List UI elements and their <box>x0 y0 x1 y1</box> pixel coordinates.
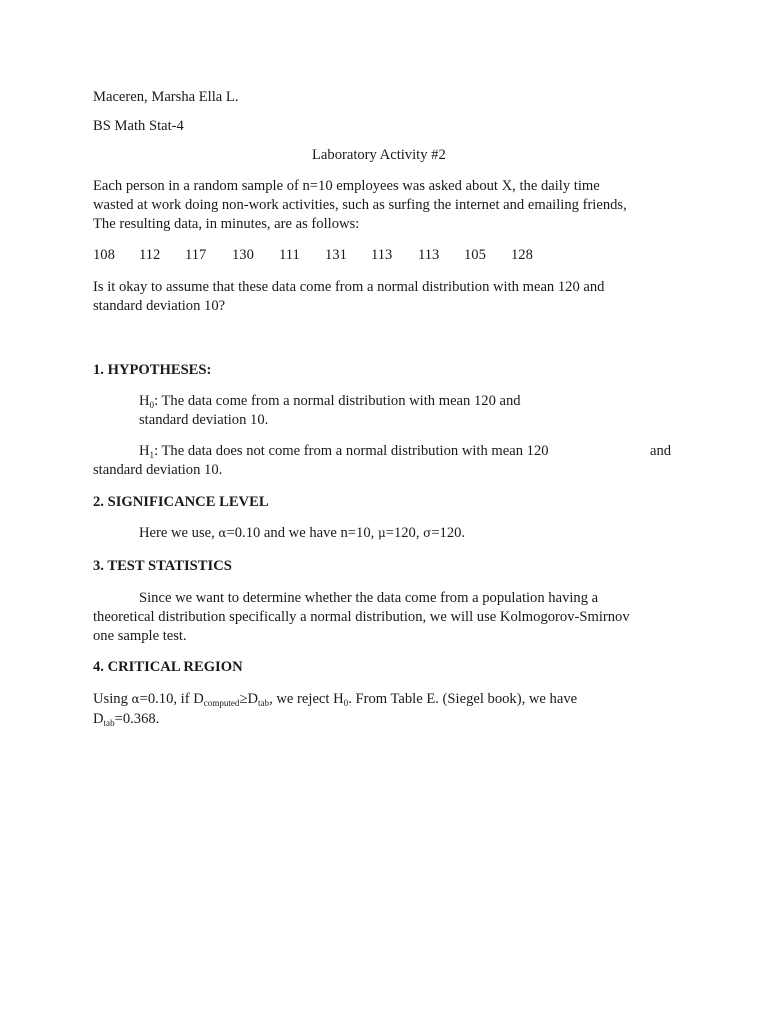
course-label: BS Math Stat-4 <box>93 118 184 134</box>
data-value: 108 <box>93 247 115 263</box>
data-value: 128 <box>511 247 533 263</box>
data-value: 130 <box>232 247 254 263</box>
data-value: 111 <box>279 247 300 263</box>
intro-line-3: The resulting data, in minutes, are as follows: <box>93 216 360 232</box>
intro-line-2: wasted at work doing non-work activities, such as surfing the internet and emailing friends, <box>93 197 627 213</box>
significance-heading: 2. SIGNIFICANCE LEVEL <box>93 494 269 510</box>
data-value: 113 <box>371 247 393 263</box>
alt-hypothesis-and: and <box>650 443 672 459</box>
intro-line-1: Each person in a random sample of n=10 employees was asked about X, the daily time <box>93 178 600 194</box>
data-value: 131 <box>325 247 347 263</box>
critical-region-line-2: $D_{tab}=0.368$. <box>93 711 160 729</box>
null-hypothesis-line-2: standard deviation 10. <box>139 412 269 428</box>
null-hypothesis: $H_0$: The data come from a normal distribution with mean 120 and <box>139 393 521 411</box>
alt-hypothesis: $H_1$: The data does not come from a normal distribution with mean 120 <box>139 443 549 461</box>
data-value: 112 <box>139 247 161 263</box>
critical-region-heading: 4. CRITICAL REGION <box>93 659 243 675</box>
alt-hypothesis-line-2: standard deviation 10. <box>93 462 223 478</box>
test-statistics-line-3: one sample test. <box>93 628 187 644</box>
data-value: 105 <box>464 247 486 263</box>
critical-region-line-1: Using α=0.10, if $D_{computed}\ge D_{tab}$, we reject $H_0$. From Table E. (Siegel book), we have <box>93 691 578 709</box>
author-name: Maceren, Marsha Ella L. <box>93 89 239 105</box>
hypotheses-heading: 1. HYPOTHESES: <box>93 362 212 378</box>
data-value: 117 <box>185 247 207 263</box>
data-value: 113 <box>418 247 440 263</box>
question-line-2: standard deviation 10? <box>93 298 226 314</box>
document-title: Laboratory Activity #2 <box>312 147 446 163</box>
test-statistics-line-2: theoretical distribution specifically a normal distribution, we will use Kolmogorov-Smirnov <box>93 609 630 625</box>
test-statistics-line-1: Since we want to determine whether the data come from a population having a <box>139 590 599 606</box>
significance-text: Here we use, α=0.10 and we have n=10, μ=120, σ=120. <box>139 525 466 541</box>
question-line-1: Is it okay to assume that these data come from a normal distribution with mean 120 and <box>93 279 605 295</box>
test-statistics-heading: 3. TEST STATISTICS <box>93 558 232 574</box>
